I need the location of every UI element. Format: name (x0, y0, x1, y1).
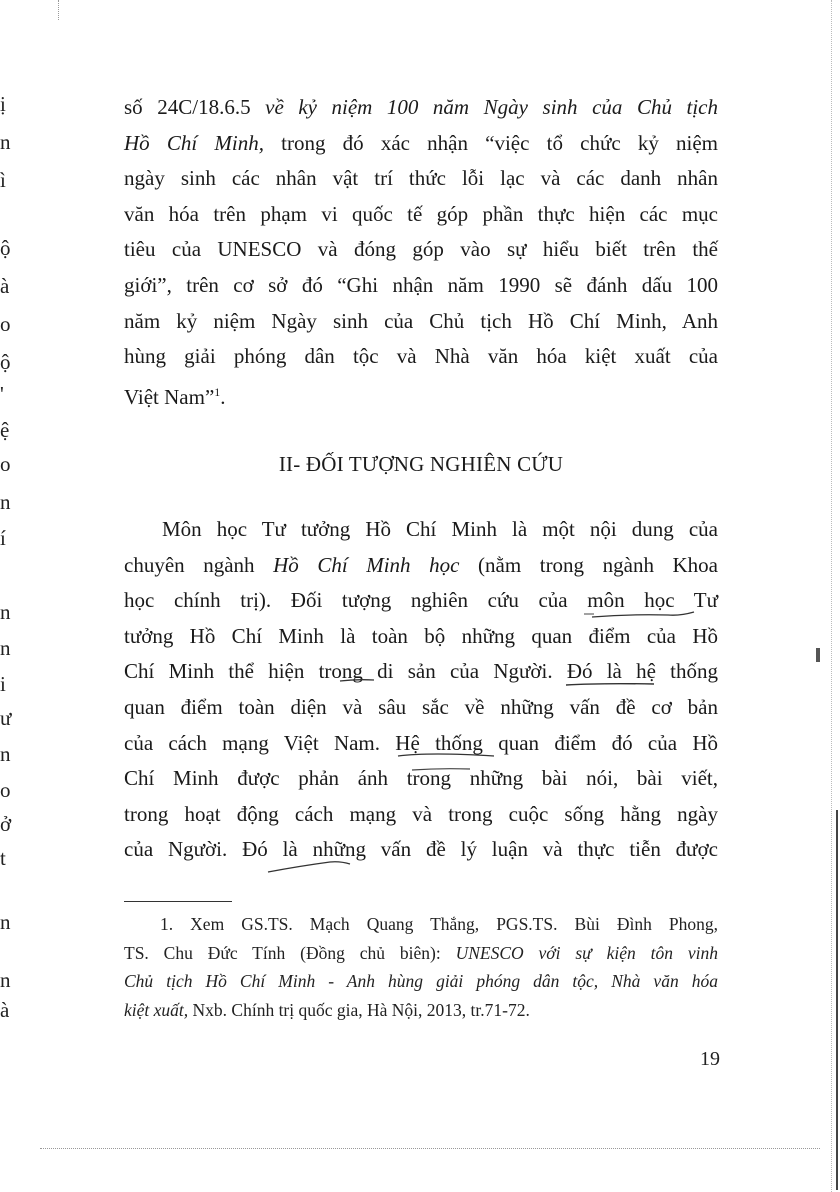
gutter-letter: ệ (0, 418, 10, 442)
paragraph-1-line (124, 339, 718, 375)
gutter-letter: ' (0, 382, 4, 406)
paragraph-2-line (124, 832, 718, 868)
paragraph-2-line (124, 761, 718, 797)
text-run: TS. Chu Đức Tính (Đồng chủ biên): (124, 942, 456, 963)
text-run: văn hóa trên phạm vi quốc tế góp phần thực hiện các mục (124, 201, 718, 226)
paragraph-1-line (124, 375, 718, 416)
text-run: Nxb. Chính trị quốc gia, Hà Nội, 2013, tr.71-72. (188, 999, 530, 1020)
footnote-ref: 1 (214, 384, 221, 399)
footnote-line (124, 939, 718, 968)
paragraph-1-line (124, 232, 718, 268)
paragraph-2-line (124, 583, 718, 619)
paragraph-2-line (124, 726, 718, 762)
text-run: tưởng Hồ Chí Minh là toàn bộ những quan điểm của Hồ (124, 623, 718, 648)
gutter-letter: í (0, 526, 6, 550)
paragraph-1-line (124, 126, 718, 162)
italic-text: UNESCO với sự kiện tôn vinh (455, 942, 718, 963)
gutter-letter: à (0, 998, 10, 1022)
paragraph-1-line (124, 304, 718, 340)
paragraph-2-line (124, 654, 718, 690)
footnote-line (124, 996, 718, 1025)
paragraph-2 (124, 512, 718, 868)
italic-text: Hồ Chí Minh học (273, 552, 460, 577)
text-run: trong hoạt động cách mạng và trong cuộc sống hằng ngày (124, 801, 718, 826)
italic-text: Hồ Chí Minh, (124, 130, 264, 155)
gutter-letter: n (0, 910, 11, 934)
footnote-line (124, 910, 718, 939)
text-run: (nằm trong ngành Khoa (459, 552, 718, 577)
left-gutter-fragments (0, 0, 30, 1192)
italic-text: Chủ tịch Hồ Chí Minh - Anh hùng giải phóng dân tộc, Nhà văn hóa (124, 971, 718, 991)
text-run: chuyên ngành (124, 552, 274, 577)
text-run: của cách mạng Việt Nam. Hệ thống quan điểm đó của Hồ (124, 730, 718, 755)
gutter-letter: n (0, 600, 11, 624)
paragraph-1 (124, 90, 718, 415)
right-binding-edge (831, 0, 840, 1192)
gutter-letter: ộ (0, 350, 11, 374)
gutter-letter: o (0, 452, 11, 476)
text-run: Chí Minh thể hiện trong di sản của Người. Đó là hệ thống (124, 659, 718, 684)
gutter-letter: n (0, 130, 11, 154)
text-run: . (220, 384, 226, 409)
text-run: Chí Minh được phản ánh trong những bài nói, bài viết, (124, 766, 718, 791)
paragraph-2-line (124, 797, 718, 833)
text-run: số 24C/18.6.5 (124, 95, 266, 119)
gutter-letter: n (0, 490, 11, 514)
italic-text: kiệt xuất, (124, 999, 189, 1020)
footnote-line (124, 967, 718, 996)
text-run: tiêu của UNESCO và đóng góp vào sự hiểu biết trên thế (124, 237, 718, 262)
gutter-letter: o (0, 312, 11, 336)
gutter-letter: à (0, 274, 10, 298)
gutter-letter: n (0, 968, 11, 992)
scan-bottom-line (40, 1148, 820, 1149)
paragraph-1-line (124, 90, 718, 126)
paragraph-2-line (124, 512, 718, 548)
scan-margin-mark (816, 648, 820, 662)
gutter-letter: i (0, 672, 6, 696)
gutter-letter: ư (0, 706, 12, 730)
gutter-letter: ở (0, 812, 12, 836)
italic-text: về kỷ niệm 100 năm Ngày sinh của Chủ tịch (265, 95, 719, 119)
paragraph-1-line (124, 197, 718, 233)
gutter-letter: ị (0, 92, 6, 116)
gutter-letter: n (0, 636, 11, 660)
paragraph-2-line (124, 619, 718, 655)
page-number: 19 (700, 1048, 720, 1070)
text-run: ngày sinh các nhân vật trí thức lỗi lạc và các danh nhân (124, 166, 718, 191)
gutter-letter: t (0, 846, 6, 870)
text-run: hùng giải phóng dân tộc và Nhà văn hóa kiệt xuất của (124, 344, 718, 369)
paragraph-1-line (124, 161, 718, 197)
text-run: 1. Xem GS.TS. Mạch Quang Thắng, PGS.TS. Bùi Đình Phong, (160, 914, 718, 934)
text-run: Việt Nam” (124, 384, 215, 409)
scan-top-mark (58, 0, 69, 20)
text-run: quan điểm toàn diện và sâu sắc về những vấn đề cơ bản (124, 694, 718, 719)
gutter-letter: o (0, 778, 11, 802)
text-run: giới”, trên cơ sở đó “Ghi nhận năm 1990 sẽ đánh dấu 100 (124, 272, 718, 297)
section-heading: II- ĐỐI TƯỢNG NGHIÊN CỨU (278, 452, 564, 476)
paragraph-2-line (124, 548, 718, 584)
paragraph-1-line (124, 268, 718, 304)
gutter-letter: ì (0, 168, 6, 192)
text-run: trong đó xác nhận “việc tổ chức kỷ niệm (263, 130, 718, 155)
paragraph-2-line (124, 690, 718, 726)
text-run: năm kỷ niệm Ngày sinh của Chủ tịch Hồ Chí Minh, Anh (124, 308, 718, 333)
text-run: Môn học Tư tưởng Hồ Chí Minh là một nội dung của (162, 517, 718, 541)
text-run: học chính trị). Đối tượng nghiên cứu của môn học Tư (124, 588, 718, 613)
gutter-letter: ộ (0, 236, 11, 260)
text-run: của Người. Đó là những vấn đề lý luận và thực tiễn được (124, 837, 718, 862)
footnote-divider (124, 901, 232, 902)
footnote (124, 910, 718, 1024)
gutter-letter: n (0, 742, 11, 766)
